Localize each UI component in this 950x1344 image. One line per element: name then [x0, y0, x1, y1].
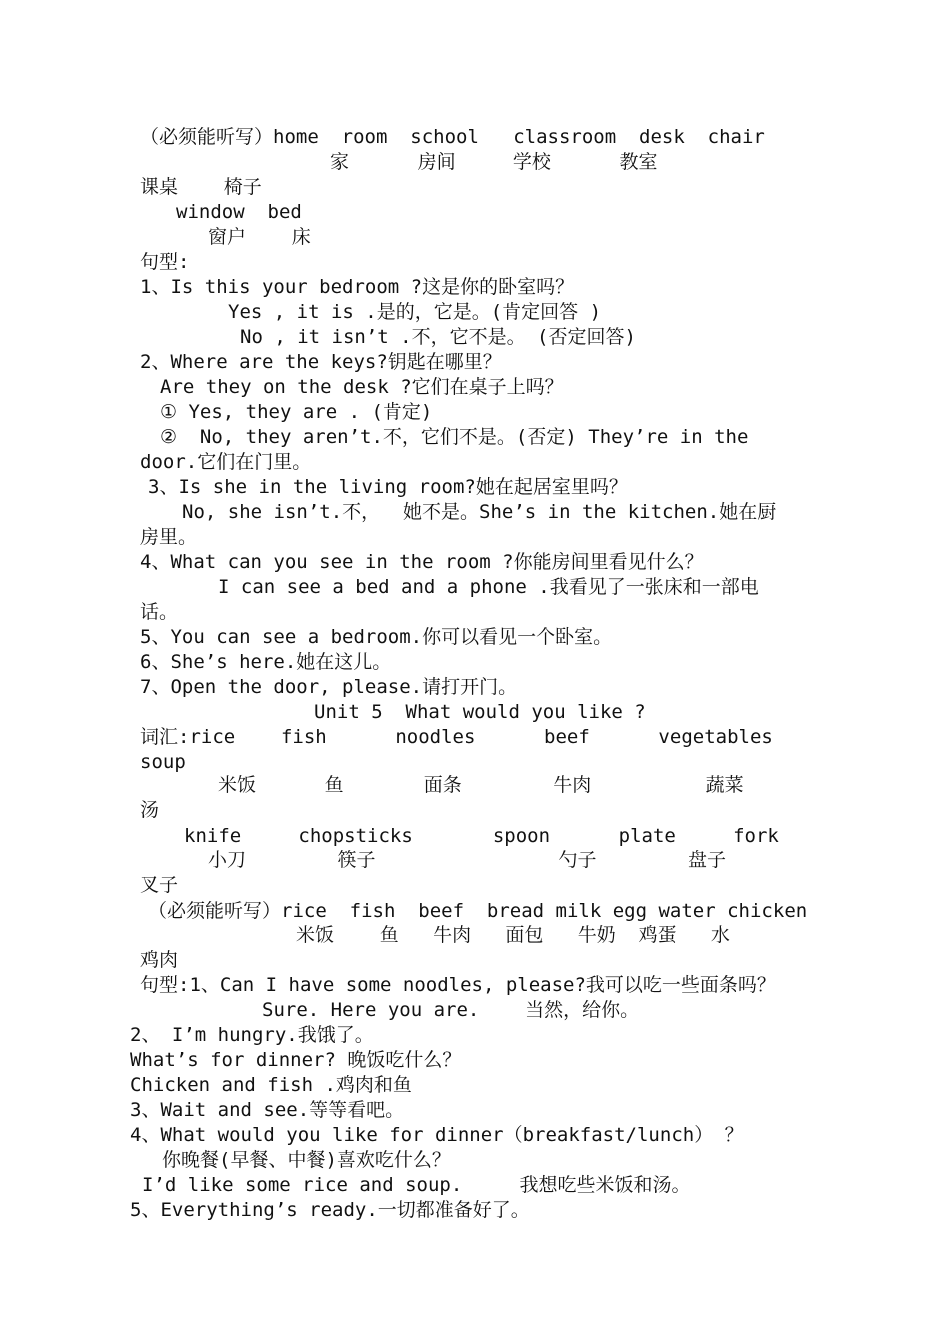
sentence-line: Sure. Here you are. 当然，给你。: [262, 999, 640, 1021]
vocabulary-chinese: 米饭 鱼 面条 牛肉 蔬菜: [218, 774, 744, 796]
sentence-line: door.它们在门里。: [140, 451, 312, 473]
sentence-line: 房里。: [140, 526, 198, 548]
sentence-line: ① Yes, they are . (肯定): [160, 401, 433, 423]
section-heading: 句型:: [140, 251, 190, 273]
dictation-words-chinese: 家 房间 学校 教室: [330, 151, 658, 173]
sentence-line: 6、She’s here.她在这儿。: [140, 651, 392, 673]
sentence-line: 2、 I’m hungry.我饿了。: [130, 1024, 374, 1046]
text-line: window bed: [176, 201, 302, 223]
vocabulary-line: 词汇:rice fish noodles beef vegetables: [140, 726, 773, 748]
text-line: 课桌 椅子: [140, 176, 262, 198]
sentence-line: Yes , it is .是的，它是。(肯定回答 ): [228, 301, 602, 323]
dictation-words-chinese: 米饭 鱼 牛肉 面包 牛奶 鸡蛋 水: [296, 924, 730, 946]
sentence-line: I’d like some rice and soup. 我想吃些米饭和汤。: [142, 1174, 691, 1196]
sentence-line: 1、Is this your bedroom ?这是你的卧室吗？: [140, 276, 575, 298]
sentence-line: No , it isn’t .不，它不是。 (否定回答): [240, 326, 636, 348]
sentence-line: Are they on the desk ?它们在桌子上吗？: [160, 376, 564, 398]
sentence-line: Chicken and fish .鸡肉和鱼: [130, 1074, 412, 1096]
sentence-line: No, she isn’t.不， 她不是。She’s in the kitchen.她在厨: [182, 501, 777, 523]
sentence-line: 3、Wait and see.等等看吧。: [130, 1099, 405, 1121]
dictation-words-line: （必须能听写）rice fish beef bread milk egg water chicken: [148, 900, 808, 922]
vocabulary-line: soup: [140, 751, 186, 773]
vocabulary-line: knife chopsticks spoon plate fork: [184, 825, 779, 847]
sentence-line: 4、What can you see in the room ?你能房间里看见什么？: [140, 551, 704, 573]
sentence-line: 4、What would you like for dinner（breakfast/lunch） ？: [130, 1124, 744, 1146]
sentence-line: 5、You can see a bedroom.你可以看见一个卧室。: [140, 626, 613, 648]
vocabulary-chinese: 叉子: [140, 874, 179, 896]
sentence-line: What’s for dinner? 晚饭吃什么？: [130, 1049, 462, 1071]
sentence-line: 句型:1、Can I have some noodles, please?我可以吃一些面条吗？: [140, 974, 776, 996]
vocabulary-chinese: 汤: [140, 799, 160, 821]
sentence-line: I can see a bed and a phone .我看见了一张床和一部电: [218, 576, 759, 598]
sentence-line: 3、Is she in the living room?她在起居室里吗？: [148, 476, 628, 498]
dictation-words-line: （必须能听写）home room school classroom desk chair: [140, 126, 765, 148]
dictation-words-chinese: 鸡肉: [140, 949, 179, 971]
sentence-line: 5、Everything’s ready.一切都准备好了。: [130, 1199, 530, 1221]
sentence-line: 话。: [140, 601, 179, 623]
sentence-line: 2、Where are the keys?钥匙在哪里？: [140, 351, 502, 373]
vocabulary-chinese: 小刀 筷子 勺子 盘子: [208, 849, 727, 871]
sentence-line: 7、Open the door, please.请打开门。: [140, 676, 518, 698]
sentence-line: 你晚餐(早餐、中餐)喜欢吃什么？: [162, 1149, 451, 1171]
unit-title: Unit 5 What would you like ?: [314, 701, 646, 723]
sentence-line: ② No, they aren’t.不，它们不是。(否定) They’re in the: [160, 426, 749, 448]
text-line: 窗户 床: [208, 226, 311, 248]
